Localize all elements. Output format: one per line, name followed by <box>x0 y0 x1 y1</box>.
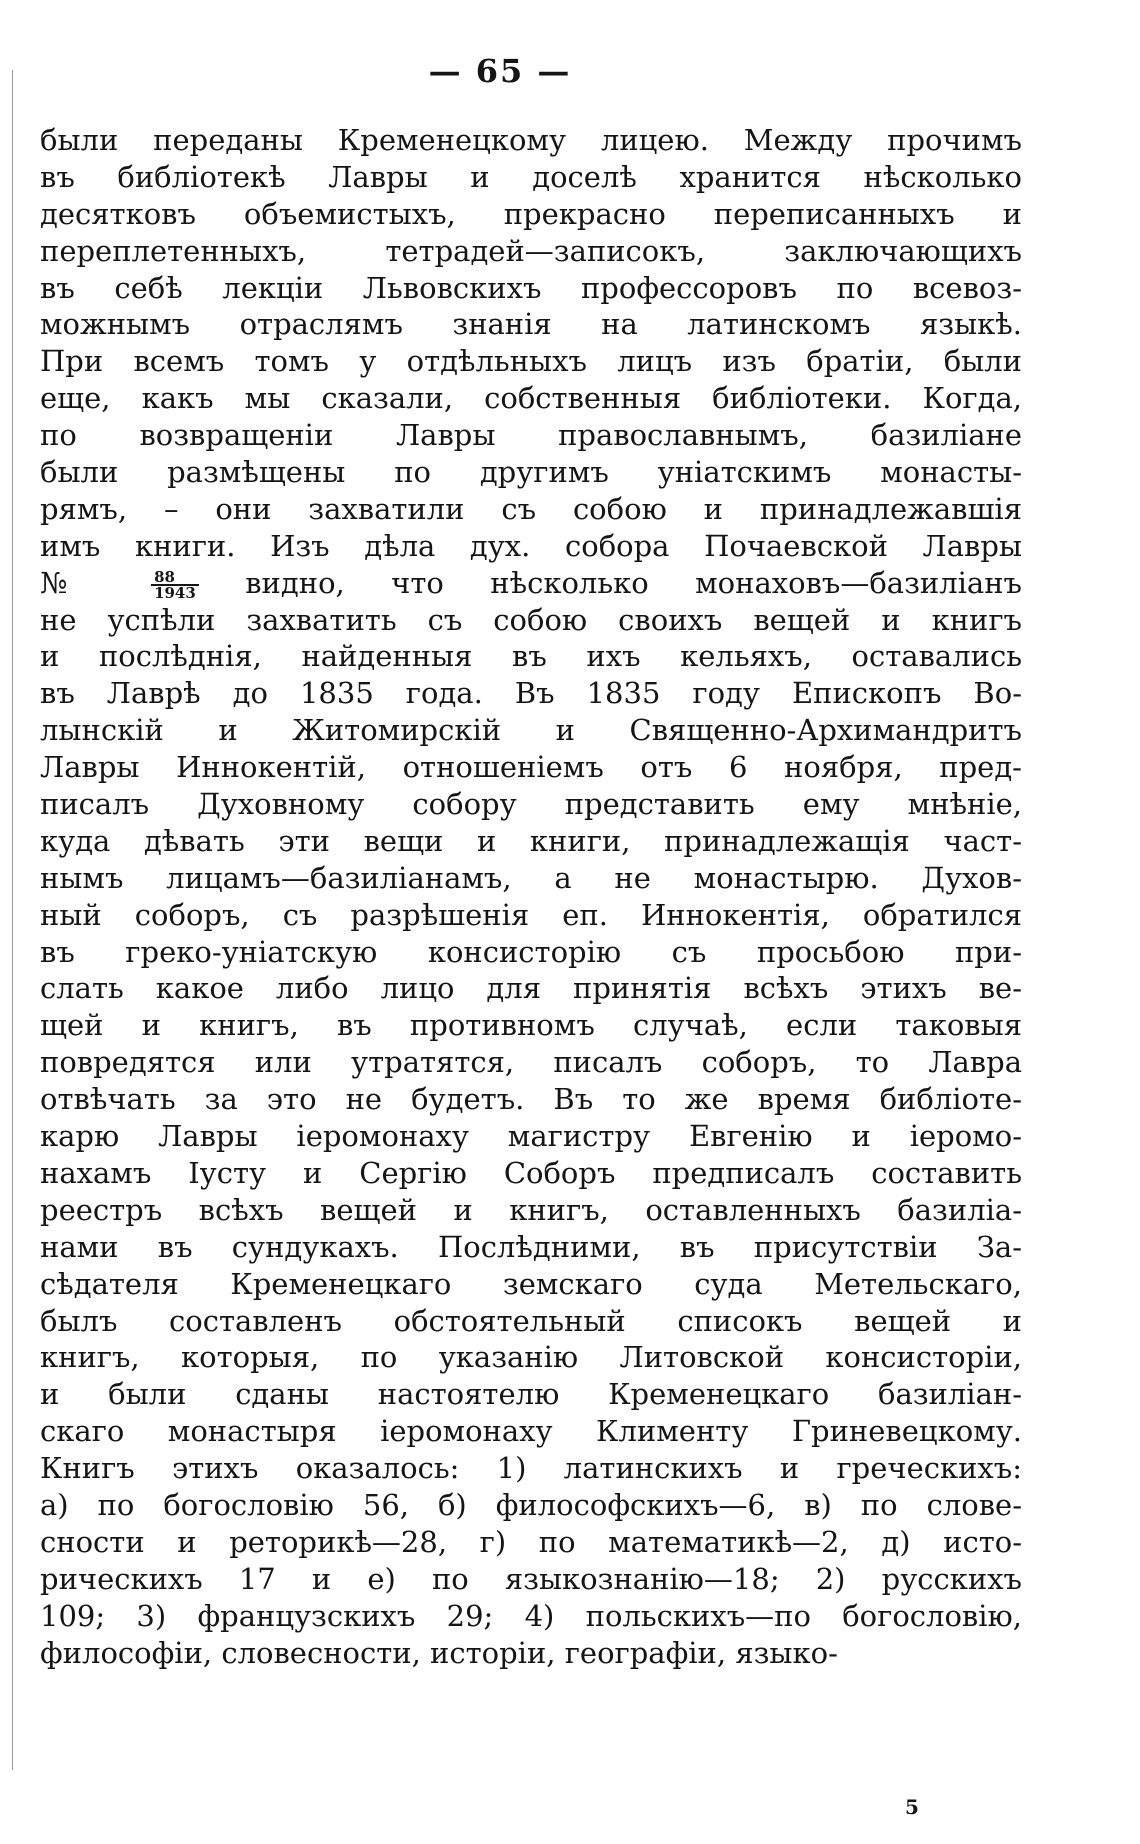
case-number-fraction <box>151 567 199 602</box>
text-line: ный соборъ, съ разрѣшенія еп. Иннокентія, обратился <box>40 897 1022 932</box>
text-line: карю Лавры іеромонаху магистру Евгенію и іеромо- <box>40 1119 1022 1154</box>
text-line: въ греко-уніатскую консисторію съ просьбою при- <box>40 934 1022 969</box>
text-line: сѣдателя Кременецкаго земскаго суда Метельскаго, <box>40 1266 1022 1301</box>
text-line: книгъ, которыя, по указанію Литовской консисторіи, <box>40 1340 1022 1375</box>
text-line: десятковъ объемистыхъ, прекрасно переписанныхъ и <box>40 196 1022 231</box>
text-line: рическихъ 17 и е) по языкознанію—18; 2) русскихъ <box>40 1561 1022 1596</box>
text-line: а) по богословію 56, б) философскихъ—6, в) по слове- <box>40 1487 1022 1522</box>
text-line: отвѣчать за это не будетъ. Въ то же время библіоте- <box>40 1082 1022 1117</box>
text-line: въ библіотекѣ Лавры и доселѣ хранится нѣсколько <box>40 159 1022 194</box>
text-line: философіи, словесности, исторіи, географіи, языко- <box>40 1635 838 1670</box>
text-line: еще, какъ мы сказали, собственныя библіотеки. Когда, <box>40 381 1022 416</box>
text-line: переплетенныхъ, тетрадей—записокъ, заключающихъ <box>40 233 1022 268</box>
text-line: можнымъ отраслямъ знанія на латинскомъ языкѣ. <box>40 307 1022 342</box>
text-line: былъ составленъ обстоятельный списокъ вещей и <box>40 1303 1022 1338</box>
signature-mark: 5 <box>905 1795 919 1819</box>
text-line: слать какое либо лицо для принятія всѣхъ этихъ ве- <box>40 971 1022 1006</box>
text-line: и послѣднія, найденныя въ ихъ кельяхъ, оставались <box>40 639 1022 674</box>
body-text <box>40 122 1022 1671</box>
text-line: 109; 3) французскихъ 29; 4) польскихъ—по богословію, <box>40 1598 1022 1633</box>
text-line: скаго монастыря іеромонаху Клименту Гриневецкому. <box>40 1414 1022 1449</box>
fraction-numerator: 88 <box>151 570 199 586</box>
text-line: по возвращеніи Лавры православнымъ, базиліане <box>40 418 1022 453</box>
text-line: нахамъ Іусту и Сергію Соборъ предписалъ составить <box>40 1155 1022 1190</box>
text-line: не успѣли захватить съ собою своихъ вещей и книгъ <box>40 602 1022 637</box>
text-line: щей и книгъ, въ противномъ случаѣ, если таковыя <box>40 1008 1022 1043</box>
text-line: нымъ лицамъ—базиліанамъ, а не монастырю. Духов- <box>40 860 1022 895</box>
text-line: нами въ сундукахъ. Послѣдними, въ присутствіи За- <box>40 1229 1022 1264</box>
fraction-denominator: 1943 <box>154 583 196 602</box>
text-line: При всемъ томъ у отдѣльныхъ лицъ изъ братіи, были <box>40 344 1022 379</box>
text-line: рямъ, – они захватили съ собою и принадлежавшія <box>40 491 1022 526</box>
page-number: — 65 — <box>428 52 572 90</box>
text-line: реестръ всѣхъ вещей и книгъ, оставленныхъ базиліа- <box>40 1192 1022 1227</box>
text-line: повредятся или утратятся, писалъ соборъ, то Лавра <box>40 1045 1022 1080</box>
text-line: Книгъ этихъ оказалось: 1) латинскихъ и греческихъ: <box>40 1451 1022 1486</box>
text-line: сности и реторикѣ—28, г) по математикѣ—2, д) исто- <box>40 1524 1022 1559</box>
text-line: куда дѣвать эти вещи и книги, принадлежащія част- <box>40 823 1022 858</box>
text-line: въ себѣ лекціи Львовскихъ профессоровъ по всевоз- <box>40 270 1022 305</box>
text-line: въ Лаврѣ до 1835 года. Въ 1835 году Епископъ Во- <box>40 676 1022 711</box>
text-line: Лавры Иннокентій, отношеніемъ отъ 6 ноября, пред- <box>40 750 1022 785</box>
scan-edge-line <box>12 70 13 1770</box>
case-number-prefix: № <box>40 565 105 600</box>
text-line: писалъ Духовному собору представить ему мнѣніе, <box>40 787 1022 822</box>
text-line: были размѣщены по другимъ уніатскимъ монасты- <box>40 455 1022 490</box>
text-line <box>40 565 1022 602</box>
case-line-text: видно, что нѣсколько монаховъ—базиліанъ <box>245 565 1022 600</box>
text-line: и были сданы настоятелю Кременецкаго базиліан- <box>40 1377 1022 1412</box>
text-line: лынскій и Житомирскій и Священно-Архимандритъ <box>40 713 1022 748</box>
text-line: имъ книги. Изъ дѣла дух. собора Почаевской Лавры <box>40 528 1022 563</box>
text-line: были переданы Кременецкому лицею. Между прочимъ <box>40 123 1022 157</box>
